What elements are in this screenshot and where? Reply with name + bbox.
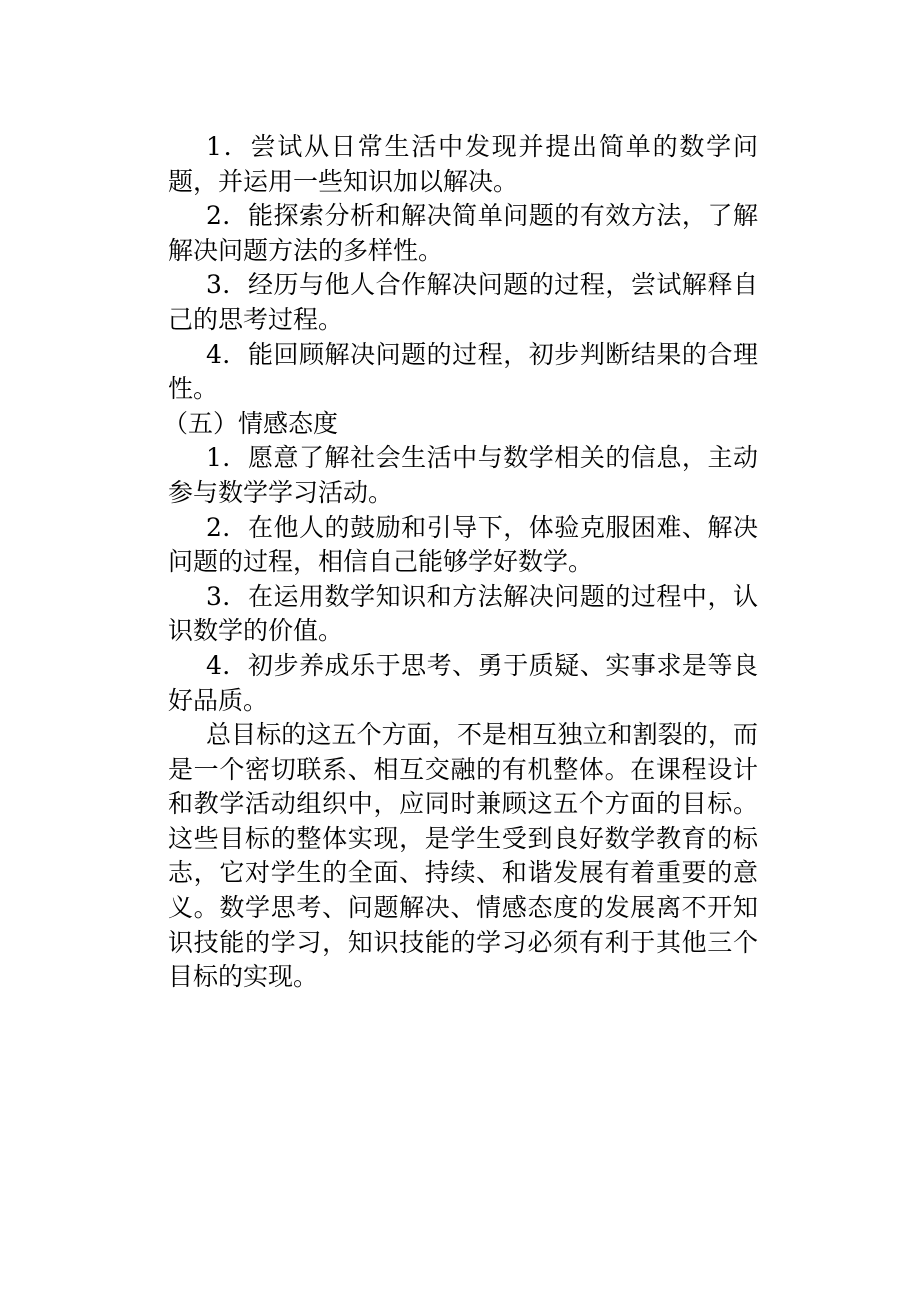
document-page — [163, 130, 758, 995]
paragraph-problem-solving-3: 3．经历与他人合作解决问题的过程，尝试解释自己的思考过程。 — [168, 270, 758, 334]
paragraph-emotion-attitude-4: 4．初步养成乐于思考、勇于质疑、实事求是等良好品质。 — [168, 650, 758, 715]
section-heading-emotion-attitude: （五）情感态度 — [163, 408, 339, 438]
paragraph-emotion-attitude-1: 1．愿意了解社会生活中与数学相关的信息，主动参与数学学习活动。 — [168, 443, 758, 507]
paragraph-problem-solving-2: 2．能探索分析和解决简单问题的有效方法，了解解决问题方法的多样性。 — [168, 201, 758, 265]
paragraph-emotion-attitude-2: 2．在他人的鼓励和引导下，体验克服困难、解决问题的过程，相信自己能够学好数学。 — [168, 512, 758, 577]
paragraph-emotion-attitude-3: 3．在运用数学知识和方法解决问题的过程中，认识数学的价值。 — [168, 581, 758, 646]
paragraph-problem-solving-4: 4．能回顾解决问题的过程，初步判断结果的合理性。 — [168, 339, 758, 404]
paragraph-summary: 总目标的这五个方面，不是相互独立和割裂的，而是一个密切联系、相互交融的有机整体。在课程设计和教学活动组织中，应同时兼顾这五个方面的目标。这些目标的整体实现，是学生受到良好数学教育的标志，它对学生的全面、持续、和谐发展有着重要的意义。数学思考、问题解决、情感态度的发展离不开知识技能的学习，知识技能的学习必须有利于其他三个目标的实现。 — [168, 720, 758, 992]
paragraph-problem-solving-1: 1．尝试从日常生活中发现并提出简单的数学问题，并运用一些知识加以解决。 — [168, 132, 758, 196]
